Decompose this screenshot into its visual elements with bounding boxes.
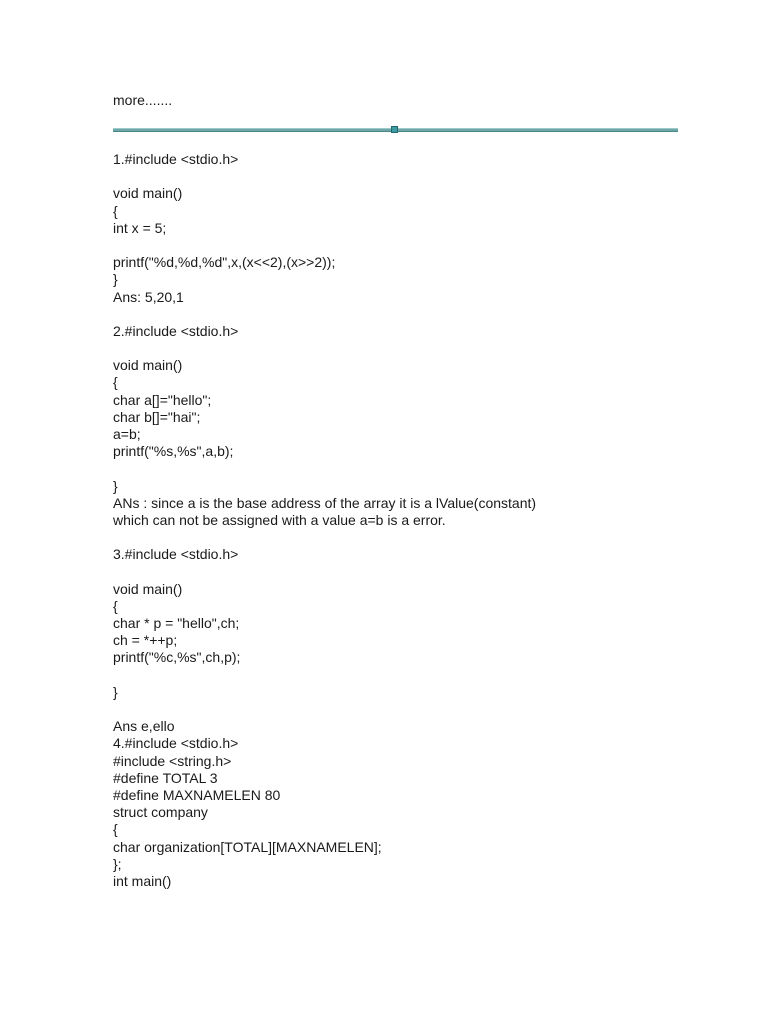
code-line: ANs : since a is the base address of the array it is a lValue(constant) — [113, 494, 537, 511]
code-line: int main() — [113, 872, 172, 889]
code-line: Ans: 5,20,1 — [113, 288, 184, 305]
code-line: char a[]="hello"; — [113, 391, 212, 408]
code-line: a=b; — [113, 426, 141, 442]
blank-line — [113, 168, 713, 185]
code-line: 1.#include <stdio.h> — [113, 151, 239, 167]
blank-line — [113, 564, 713, 581]
code-line: { — [113, 597, 118, 614]
code-line: int x = 5; — [113, 219, 167, 236]
code-line: printf("%d,%d,%d",x,(x<<2),(x>>2)); — [113, 254, 336, 271]
code-line: } — [113, 683, 118, 700]
code-line: struct company — [113, 804, 208, 821]
code-line: #define TOTAL 3 — [113, 769, 218, 786]
blank-line — [113, 306, 713, 323]
code-content — [113, 151, 713, 890]
rule-handle-icon[interactable] — [391, 126, 398, 133]
code-line: char * p = "hello",ch; — [113, 615, 240, 632]
code-line: #include <string.h> — [113, 752, 232, 769]
code-line: #define MAXNAMELEN 80 — [113, 786, 281, 803]
code-line: { — [113, 821, 118, 838]
code-line: void main() — [113, 580, 183, 597]
more-text: more....... — [113, 92, 173, 108]
blank-line — [113, 667, 713, 684]
code-line: printf("%s,%s",a,b); — [113, 443, 234, 460]
blank-line — [113, 701, 713, 718]
code-line: which can not be assigned with a value a=b is a error. — [113, 511, 446, 528]
code-line: 2.#include <stdio.h> — [113, 322, 239, 339]
code-line: printf("%c,%s",ch,p); — [113, 649, 241, 666]
code-line: void main() — [113, 357, 183, 374]
code-line: { — [113, 374, 118, 391]
code-line: } — [113, 477, 118, 494]
code-line: }; — [113, 855, 122, 872]
code-line: 4.#include <stdio.h> — [113, 735, 239, 752]
blank-line — [113, 460, 713, 477]
code-line: char organization[TOTAL][MAXNAMELEN]; — [113, 838, 382, 855]
code-line: void main() — [113, 185, 183, 202]
code-line: ch = *++p; — [113, 632, 178, 649]
code-line: } — [113, 271, 118, 288]
code-line: { — [113, 202, 118, 219]
code-line: Ans e,ello — [113, 718, 175, 735]
blank-line — [113, 340, 713, 357]
code-line: 3.#include <stdio.h> — [113, 546, 239, 563]
blank-line — [113, 237, 713, 254]
blank-line — [113, 529, 713, 546]
code-line: char b[]="hai"; — [113, 408, 201, 425]
